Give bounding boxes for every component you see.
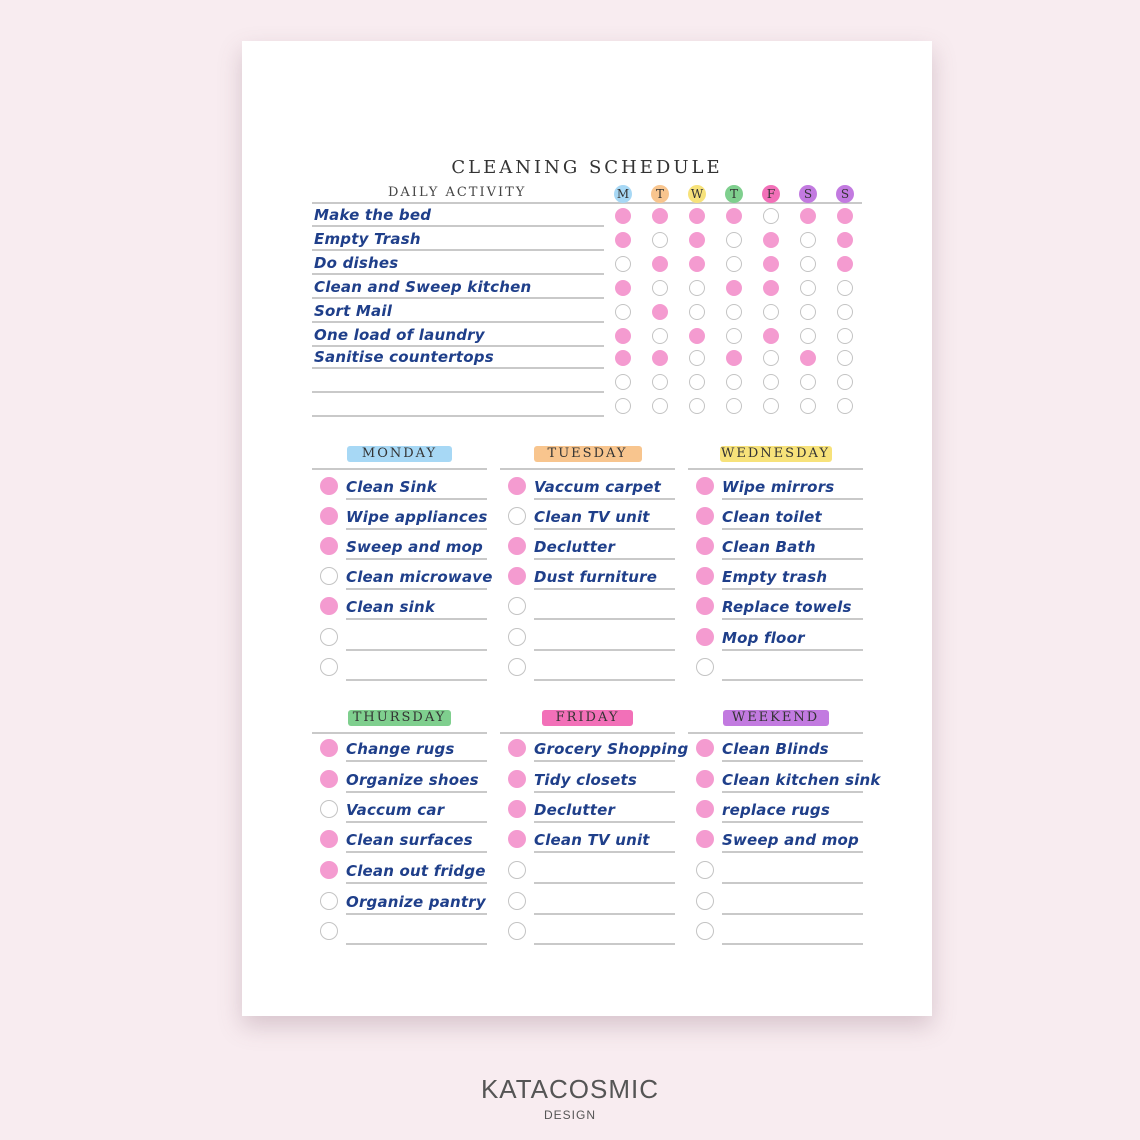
- section-header-rule: [500, 732, 675, 734]
- task-label: Tidy closets: [534, 771, 638, 789]
- section-heading: WEDNESDAY: [721, 446, 830, 461]
- task-check-circle[interactable]: [320, 922, 338, 940]
- daily-task-label: One load of laundry: [314, 326, 485, 344]
- daily-check-circle[interactable]: [726, 304, 742, 320]
- daily-check-circle[interactable]: [837, 398, 853, 414]
- task-rule: [722, 791, 863, 793]
- daily-check-circle[interactable]: [726, 398, 742, 414]
- task-rule: [534, 498, 675, 500]
- task-rule: [722, 588, 863, 590]
- daily-check-circle[interactable]: [726, 256, 742, 272]
- task-rule: [722, 943, 863, 945]
- daily-check-circle[interactable]: [726, 232, 742, 248]
- section-header-rule: [500, 468, 675, 470]
- task-rule: [346, 679, 487, 681]
- task-check-circle[interactable]: [320, 507, 338, 525]
- daily-check-circle[interactable]: [800, 398, 816, 414]
- brand-name: KATACOSMIC: [480, 1074, 660, 1104]
- task-check-circle[interactable]: [508, 922, 526, 940]
- task-check-circle[interactable]: [508, 537, 526, 555]
- daily-check-circle[interactable]: [800, 304, 816, 320]
- task-rule: [346, 913, 487, 915]
- daily-check-circle[interactable]: [837, 208, 853, 224]
- daily-task-label: Sort Mail: [314, 302, 393, 320]
- task-label: Vaccum car: [346, 801, 445, 819]
- daily-check-circle[interactable]: [763, 304, 779, 320]
- day-letter-3: T: [725, 185, 743, 203]
- daily-check-circle[interactable]: [726, 374, 742, 390]
- task-check-circle[interactable]: [508, 830, 526, 848]
- daily-row-rule: [312, 225, 604, 227]
- task-label: Replace towels: [722, 598, 852, 616]
- daily-task-label: Sanitise countertops: [314, 348, 494, 366]
- task-label: Organize shoes: [346, 771, 479, 789]
- section-heading: WEEKEND: [723, 710, 829, 726]
- task-check-circle[interactable]: [320, 537, 338, 555]
- task-label: Clean out fridge: [346, 862, 486, 880]
- task-label: Sweep and mop: [722, 831, 859, 849]
- task-rule: [722, 821, 863, 823]
- task-rule: [534, 791, 675, 793]
- task-rule: [534, 851, 675, 853]
- task-label: Clean kitchen sink: [722, 771, 881, 789]
- daily-check-circle[interactable]: [689, 350, 705, 366]
- daily-check-circle[interactable]: [837, 232, 853, 248]
- task-check-circle[interactable]: [508, 477, 526, 495]
- task-rule: [346, 618, 487, 620]
- daily-check-circle[interactable]: [800, 256, 816, 272]
- daily-check-circle[interactable]: [689, 256, 705, 272]
- daily-check-circle[interactable]: [837, 328, 853, 344]
- task-check-circle[interactable]: [508, 628, 526, 646]
- task-label: Wipe appliances: [346, 508, 488, 526]
- daily-check-circle[interactable]: [615, 280, 631, 296]
- daily-check-circle[interactable]: [800, 328, 816, 344]
- daily-check-circle[interactable]: [615, 350, 631, 366]
- task-rule: [346, 558, 487, 560]
- daily-check-circle[interactable]: [652, 280, 668, 296]
- task-check-circle[interactable]: [696, 830, 714, 848]
- task-rule: [534, 913, 675, 915]
- task-check-circle[interactable]: [696, 739, 714, 757]
- task-check-circle[interactable]: [320, 567, 338, 585]
- task-label: Clean TV unit: [534, 508, 650, 526]
- daily-check-circle[interactable]: [837, 374, 853, 390]
- task-check-circle[interactable]: [508, 892, 526, 910]
- daily-check-circle[interactable]: [837, 280, 853, 296]
- task-check-circle[interactable]: [320, 770, 338, 788]
- task-label: Vaccum carpet: [534, 478, 661, 496]
- task-label: Clean microwave: [346, 568, 493, 586]
- task-rule: [534, 649, 675, 651]
- task-check-circle[interactable]: [696, 537, 714, 555]
- task-rule: [722, 498, 863, 500]
- task-check-circle[interactable]: [696, 507, 714, 525]
- daily-check-circle[interactable]: [615, 328, 631, 344]
- task-check-circle[interactable]: [320, 739, 338, 757]
- task-check-circle[interactable]: [320, 830, 338, 848]
- daily-check-circle[interactable]: [763, 398, 779, 414]
- task-label: Declutter: [534, 801, 616, 819]
- task-rule: [534, 558, 675, 560]
- task-label: Clean sink: [346, 598, 436, 616]
- daily-check-circle[interactable]: [652, 350, 668, 366]
- task-check-circle[interactable]: [320, 628, 338, 646]
- task-label: Wipe mirrors: [722, 478, 835, 496]
- daily-check-circle[interactable]: [837, 304, 853, 320]
- daily-check-circle[interactable]: [800, 208, 816, 224]
- task-rule: [346, 649, 487, 651]
- task-label: Change rugs: [346, 740, 455, 758]
- task-check-circle[interactable]: [696, 861, 714, 879]
- task-rule: [534, 821, 675, 823]
- section-header-rule: [688, 468, 863, 470]
- daily-check-circle[interactable]: [800, 350, 816, 366]
- brand-subtitle: DESIGN: [543, 1108, 596, 1122]
- daily-check-circle[interactable]: [763, 208, 779, 224]
- task-check-circle[interactable]: [508, 507, 526, 525]
- task-check-circle[interactable]: [320, 658, 338, 676]
- task-rule: [346, 498, 487, 500]
- daily-check-circle[interactable]: [689, 304, 705, 320]
- task-check-circle[interactable]: [508, 770, 526, 788]
- task-label: Sweep and mop: [346, 538, 483, 556]
- daily-check-circle[interactable]: [726, 280, 742, 296]
- daily-check-circle[interactable]: [652, 374, 668, 390]
- task-rule: [722, 851, 863, 853]
- task-label: Clean Sink: [346, 478, 437, 496]
- task-label: replace rugs: [722, 801, 831, 819]
- day-letter-6: S: [836, 185, 854, 203]
- daily-check-circle[interactable]: [763, 256, 779, 272]
- task-rule: [346, 791, 487, 793]
- daily-row-rule: [312, 367, 604, 369]
- daily-check-circle[interactable]: [652, 398, 668, 414]
- task-check-circle[interactable]: [696, 800, 714, 818]
- section-heading: THURSDAY: [348, 710, 451, 726]
- section-heading: FRIDAY: [542, 710, 633, 726]
- task-check-circle[interactable]: [508, 800, 526, 818]
- daily-check-circle[interactable]: [726, 208, 742, 224]
- daily-row-rule: [312, 391, 604, 393]
- daily-check-circle[interactable]: [652, 328, 668, 344]
- task-check-circle[interactable]: [696, 628, 714, 646]
- daily-check-circle[interactable]: [763, 350, 779, 366]
- task-check-circle[interactable]: [696, 892, 714, 910]
- daily-check-circle[interactable]: [689, 208, 705, 224]
- task-check-circle[interactable]: [320, 892, 338, 910]
- task-check-circle[interactable]: [696, 567, 714, 585]
- task-label: Mop floor: [722, 629, 805, 647]
- section-header-rule: [312, 468, 487, 470]
- task-rule: [722, 882, 863, 884]
- task-rule: [534, 679, 675, 681]
- task-rule: [534, 882, 675, 884]
- task-label: Clean Bath: [722, 538, 816, 556]
- daily-task-label: Do dishes: [314, 254, 399, 272]
- daily-check-circle[interactable]: [615, 208, 631, 224]
- daily-row-rule: [312, 345, 604, 347]
- daily-check-circle[interactable]: [652, 304, 668, 320]
- task-check-circle[interactable]: [320, 861, 338, 879]
- daily-activity-heading: DAILY ACTIVITY: [388, 185, 527, 200]
- task-label: Organize pantry: [346, 893, 486, 911]
- task-check-circle[interactable]: [696, 922, 714, 940]
- daily-row-rule: [312, 273, 604, 275]
- daily-check-circle[interactable]: [763, 328, 779, 344]
- daily-row-rule: [312, 321, 604, 323]
- task-rule: [346, 528, 487, 530]
- section-heading: MONDAY: [347, 446, 452, 462]
- task-check-circle[interactable]: [696, 770, 714, 788]
- planner-sheet: [242, 41, 932, 1016]
- task-rule: [346, 821, 487, 823]
- task-label: Clean Blinds: [722, 740, 829, 758]
- task-check-circle[interactable]: [696, 658, 714, 676]
- task-rule: [722, 913, 863, 915]
- task-rule: [346, 943, 487, 945]
- task-rule: [534, 760, 675, 762]
- daily-check-circle[interactable]: [800, 280, 816, 296]
- daily-check-circle[interactable]: [652, 232, 668, 248]
- daily-check-circle[interactable]: [615, 304, 631, 320]
- task-check-circle[interactable]: [696, 597, 714, 615]
- task-check-circle[interactable]: [508, 567, 526, 585]
- daily-check-circle[interactable]: [763, 232, 779, 248]
- daily-check-circle[interactable]: [689, 280, 705, 296]
- daily-check-circle[interactable]: [689, 328, 705, 344]
- task-label: Clean toilet: [722, 508, 822, 526]
- task-check-circle[interactable]: [508, 739, 526, 757]
- task-label: Clean TV unit: [534, 831, 650, 849]
- task-label: Declutter: [534, 538, 616, 556]
- task-label: Empty trash: [722, 568, 828, 586]
- daily-check-circle[interactable]: [615, 256, 631, 272]
- daily-check-circle[interactable]: [837, 256, 853, 272]
- task-label: Grocery Shopping: [534, 740, 689, 758]
- task-rule: [722, 528, 863, 530]
- daily-check-circle[interactable]: [689, 398, 705, 414]
- daily-task-label: Clean and Sweep kitchen: [314, 278, 532, 296]
- day-letter-5: S: [799, 185, 817, 203]
- daily-check-circle[interactable]: [726, 350, 742, 366]
- section-header-rule: [312, 732, 487, 734]
- task-label: Dust furniture: [534, 568, 658, 586]
- task-check-circle[interactable]: [696, 477, 714, 495]
- daily-check-circle[interactable]: [652, 208, 668, 224]
- daily-header-rule: [312, 202, 862, 204]
- daily-check-circle[interactable]: [615, 374, 631, 390]
- task-label: Clean surfaces: [346, 831, 473, 849]
- section-heading: TUESDAY: [534, 446, 642, 462]
- daily-row-rule: [312, 297, 604, 299]
- task-check-circle[interactable]: [508, 597, 526, 615]
- daily-check-circle[interactable]: [800, 374, 816, 390]
- task-check-circle[interactable]: [320, 477, 338, 495]
- task-rule: [346, 588, 487, 590]
- page-title: CLEANING SCHEDULE: [451, 157, 723, 178]
- day-letter-0: M: [614, 185, 632, 203]
- daily-check-circle[interactable]: [763, 280, 779, 296]
- task-rule: [346, 760, 487, 762]
- day-letter-1: T: [651, 185, 669, 203]
- task-rule: [722, 618, 863, 620]
- task-check-circle[interactable]: [320, 800, 338, 818]
- daily-check-circle[interactable]: [615, 232, 631, 248]
- task-rule: [722, 649, 863, 651]
- day-letter-2: W: [688, 185, 706, 203]
- day-letter-4: F: [762, 185, 780, 203]
- daily-row-rule: [312, 415, 604, 417]
- task-rule: [722, 760, 863, 762]
- task-check-circle[interactable]: [508, 658, 526, 676]
- section-header-rule: [688, 732, 863, 734]
- task-rule: [534, 528, 675, 530]
- task-rule: [534, 943, 675, 945]
- daily-check-circle[interactable]: [615, 398, 631, 414]
- task-rule: [534, 588, 675, 590]
- daily-check-circle[interactable]: [689, 374, 705, 390]
- daily-row-rule: [312, 249, 604, 251]
- daily-task-label: Empty Trash: [314, 230, 421, 248]
- daily-task-label: Make the bed: [314, 206, 432, 224]
- task-rule: [346, 882, 487, 884]
- task-rule: [722, 558, 863, 560]
- daily-check-circle[interactable]: [726, 328, 742, 344]
- daily-check-circle[interactable]: [763, 374, 779, 390]
- task-check-circle[interactable]: [508, 861, 526, 879]
- daily-check-circle[interactable]: [800, 232, 816, 248]
- task-rule: [534, 618, 675, 620]
- daily-check-circle[interactable]: [652, 256, 668, 272]
- daily-check-circle[interactable]: [689, 232, 705, 248]
- task-rule: [722, 679, 863, 681]
- task-rule: [346, 851, 487, 853]
- task-check-circle[interactable]: [320, 597, 338, 615]
- daily-check-circle[interactable]: [837, 350, 853, 366]
